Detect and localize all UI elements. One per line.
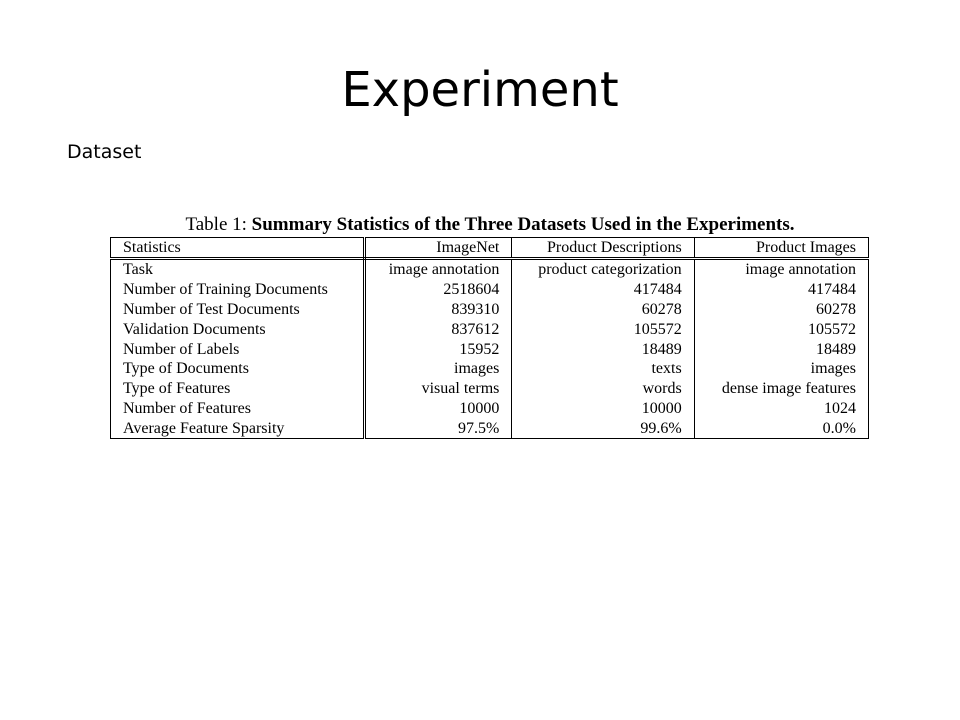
table-cell: images	[810, 360, 856, 378]
table-cell: 1024	[824, 399, 856, 417]
table-cell: 15952	[364, 339, 511, 359]
table-cell: visual terms	[364, 379, 511, 399]
table-cell: words	[512, 379, 694, 399]
table-row	[111, 418, 869, 438]
table-cell: Number of Training Documents	[111, 280, 365, 300]
table-cell: Number of Test Documents	[111, 300, 365, 320]
table-cell: texts	[512, 359, 694, 379]
table-cell: 2518604	[364, 280, 511, 300]
column-header: Product Images	[694, 238, 868, 259]
table-row	[111, 319, 869, 339]
section-label: Dataset	[67, 141, 142, 163]
table-row	[111, 339, 869, 359]
statistics-table	[110, 237, 869, 439]
table-row	[111, 300, 869, 320]
slide-title: Experiment	[341, 62, 619, 118]
table-caption	[110, 213, 870, 237]
table-cell: 99.6%	[512, 418, 694, 438]
table-row	[111, 259, 869, 280]
table-row	[111, 379, 869, 399]
table-cell: 10000	[364, 399, 511, 419]
table-cell: Average Feature Sparsity	[111, 418, 365, 438]
table-cell: 97.5%	[364, 418, 511, 438]
table-cell: 105572	[512, 319, 694, 339]
column-header: ImageNet	[364, 238, 511, 259]
table-cell: 10000	[512, 399, 694, 419]
table-cell: image annotation	[364, 259, 511, 280]
table-cell: dense image features	[721, 380, 856, 398]
table-cell: 837612	[364, 319, 511, 339]
table-cell: 60278	[512, 300, 694, 320]
table-cell: Type of Features	[111, 379, 365, 399]
table-cell: Number of Labels	[111, 339, 365, 359]
table-cell: image annotation	[745, 261, 856, 279]
table-cell: 417484	[512, 280, 694, 300]
table-cell: 417484	[808, 281, 856, 299]
table-cell: Type of Documents	[111, 359, 365, 379]
table-cell: 18489	[512, 339, 694, 359]
table-caption-title: Summary Statistics of the Three Datasets Used in the Experiments.	[251, 214, 795, 235]
table-cell: images	[364, 359, 511, 379]
column-header: Product Descriptions	[512, 238, 694, 259]
table-row	[111, 280, 869, 300]
table-cell: 18489	[816, 340, 856, 358]
table-cell: 105572	[808, 320, 856, 338]
table-cell: Validation Documents	[111, 319, 365, 339]
table-caption-prefix: Table 1:	[185, 214, 247, 235]
column-header: Statistics	[111, 238, 365, 259]
table-cell: product categorization	[512, 259, 694, 280]
table-header-row	[111, 238, 869, 259]
table-row	[111, 359, 869, 379]
table-row	[111, 399, 869, 419]
table-cell: 839310	[364, 300, 511, 320]
table-cell: 0.0%	[822, 419, 856, 437]
table-cell: Task	[111, 259, 365, 280]
table-cell: 60278	[816, 300, 856, 318]
table-cell: Number of Features	[111, 399, 365, 419]
